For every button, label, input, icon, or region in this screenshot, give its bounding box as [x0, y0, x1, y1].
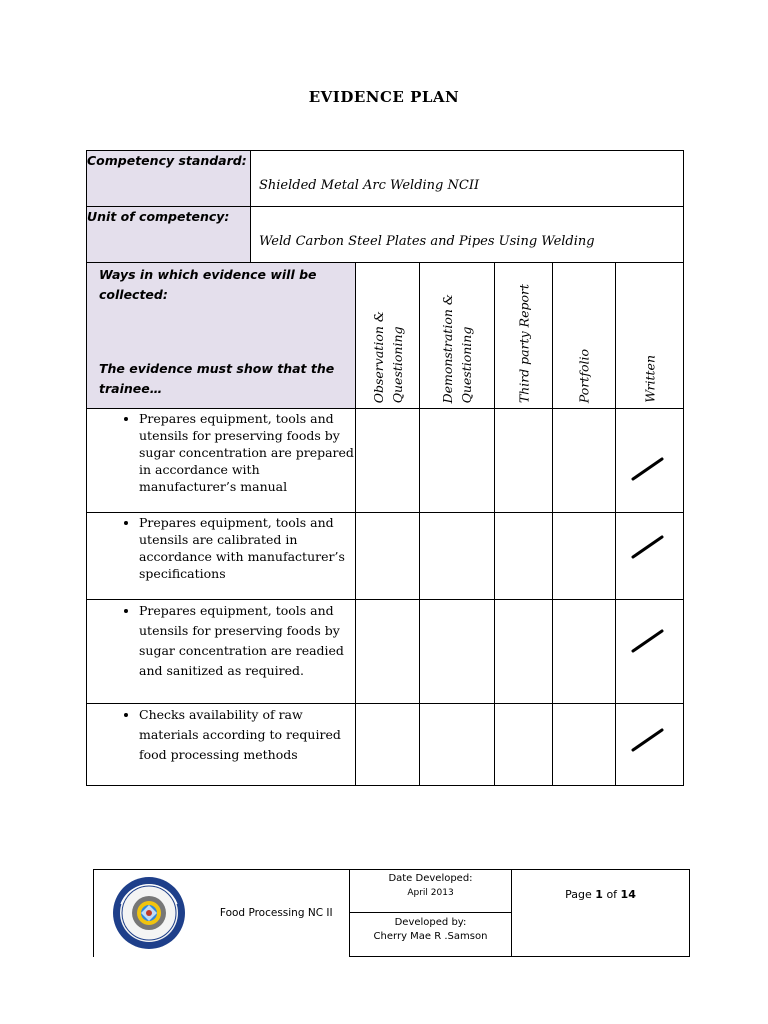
competency-standard-row	[87, 151, 684, 207]
page-total: 14	[620, 888, 636, 901]
method-header-third-party: Third party Report	[495, 263, 553, 409]
ways-label: Ways in which evidence will be collected:	[99, 267, 317, 302]
competency-standard-label: Competency standard:	[87, 151, 251, 207]
document-title: EVIDENCE PLAN	[308, 88, 460, 106]
criteria-row	[87, 409, 684, 513]
competency-standard-value: Shielded Metal Arc Welding NCII	[251, 151, 684, 207]
criteria-row	[87, 704, 684, 786]
criterion-text: • Prepares equipment, tools and utensils for preserving foods by sugar concentration are readied and sanitized as required.	[139, 600, 355, 681]
page-of: of	[606, 888, 618, 901]
written-cell	[616, 704, 684, 786]
page-footer	[93, 869, 689, 956]
university-seal-logo	[103, 874, 195, 950]
course-name: Food Processing NC II	[204, 870, 350, 957]
page-label: Page	[565, 888, 592, 901]
developed-by-label: Developed by:	[394, 917, 467, 928]
method-header-written: Written	[616, 263, 684, 409]
checkmark-icon	[630, 453, 666, 483]
date-developed-value: April 2013	[407, 888, 454, 898]
written-cell	[616, 513, 684, 600]
unit-of-competency-label: Unit of competency:	[87, 207, 251, 263]
method-header-demonstration: Demonstration & Questioning	[420, 263, 495, 409]
checkmark-icon	[630, 531, 666, 561]
evidence-plan-table	[86, 150, 684, 786]
ways-header-cell	[87, 263, 356, 409]
method-header-observation: Observation & Questioning	[356, 263, 420, 409]
unit-of-competency-row	[87, 207, 684, 263]
checkmark-icon	[630, 724, 666, 754]
date-developed-cell	[350, 870, 512, 913]
criterion-text: • Prepares equipment, tools and utensils for preserving foods by sugar concentration are prepared in accordance with manufacturer’s manual	[139, 409, 355, 495]
criteria-row	[87, 600, 684, 704]
criteria-row	[87, 513, 684, 600]
developed-by-value: Cherry Mae R .Samson	[373, 931, 488, 942]
logo-cell	[94, 870, 204, 957]
written-cell	[616, 409, 684, 513]
unit-of-competency-value: Weld Carbon Steel Plates and Pipes Using Welding	[251, 207, 684, 263]
written-cell	[616, 600, 684, 704]
method-header-portfolio: Portfolio	[553, 263, 616, 409]
must-show-label: The evidence must show that the trainee…	[99, 361, 335, 396]
page-current: 1	[595, 888, 603, 901]
methods-header-row	[87, 263, 684, 409]
page-number-cell	[512, 870, 690, 957]
date-developed-label: Date Developed:	[388, 873, 473, 884]
criterion-text: • Prepares equipment, tools and utensils are calibrated in accordance with manufacturer’s specifications	[139, 513, 355, 582]
developed-by-cell	[350, 913, 512, 957]
checkmark-icon	[630, 625, 666, 655]
criterion-text: • Checks availability of raw materials according to required food processing methods	[139, 704, 355, 765]
